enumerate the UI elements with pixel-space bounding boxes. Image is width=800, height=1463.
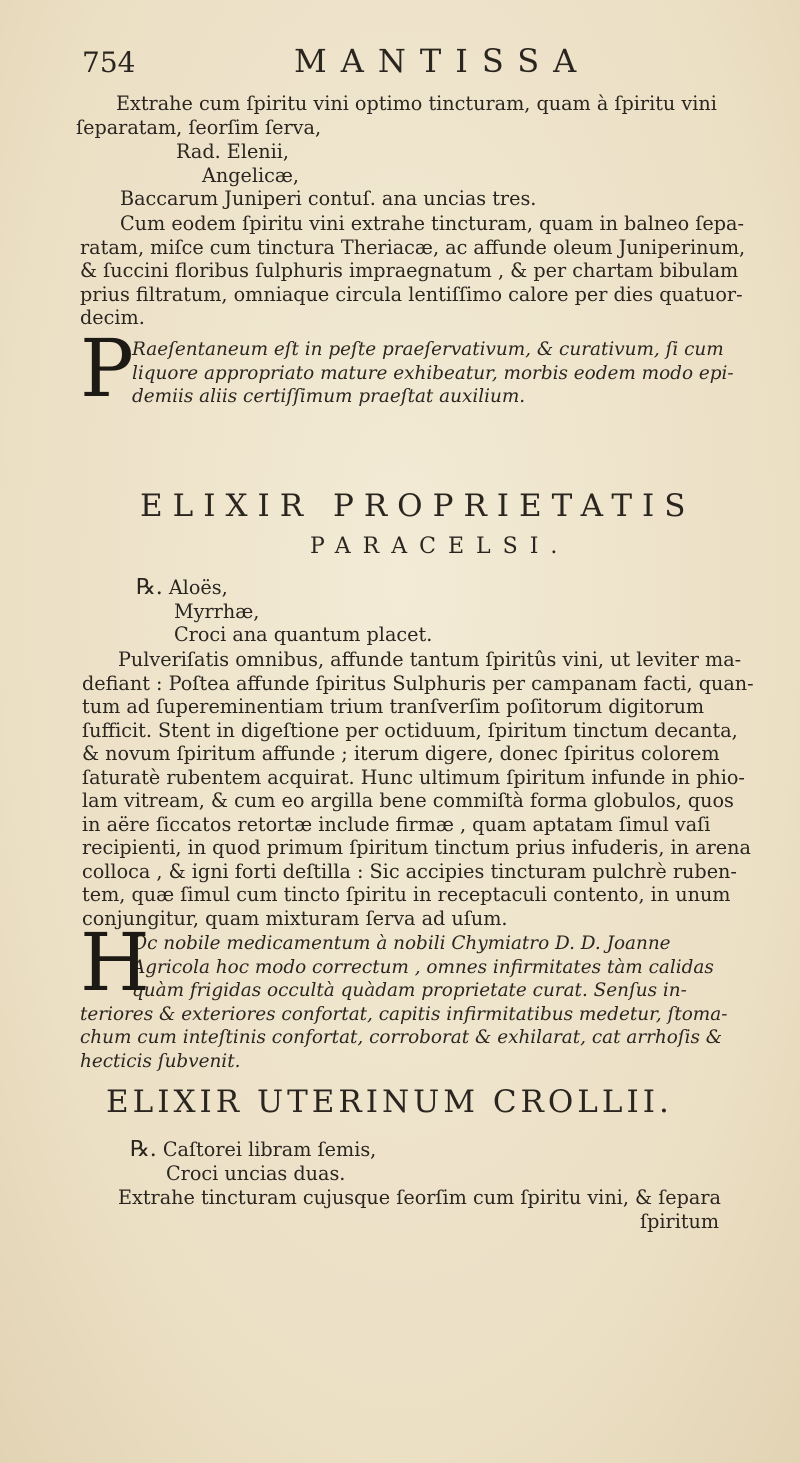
ingredients-list-c: [116, 1138, 776, 1185]
ingredients-list-a: [116, 140, 776, 211]
running-title: MANTISSA: [294, 42, 591, 80]
ingredient-line: Croci uncias duas.: [166, 1161, 346, 1185]
drop-cap: H: [80, 916, 150, 1009]
ingredient-line: Caſtorei libram ſemis,: [162, 1138, 377, 1161]
text-line: colloca , & igni forti deſtilla : Sic accipies tincturam pulchrè ruben-: [82, 859, 737, 883]
text-line: demiis aliis certiſſimum praeſtat auxilium.: [132, 386, 526, 407]
text-line: Agricola hoc modo correctum , omnes infirmitates tàm calidas: [132, 956, 714, 978]
text-line: chum cum inteſtinis confortat, corroborat & exhilarat, cat arrhoſis &: [80, 1027, 723, 1048]
ingredient-line: Myrrhæ,: [174, 599, 260, 623]
text-line: in aëre ſiccatos retortæ include firmæ , quam aptatam ſimul vaſi: [82, 812, 711, 836]
method-paragraph-a: [80, 212, 780, 330]
section-heading: ELIXIR UTERINUM CROLLII.: [106, 1084, 673, 1120]
ingredient-line: Croci ana quantum placet.: [174, 623, 433, 646]
text-line: hecticis ſubvenit.: [80, 1050, 241, 1072]
ingredient-line: Baccarum Juniperi contuſ. ana uncias tres.: [120, 187, 537, 210]
text-line: decim.: [80, 306, 145, 329]
ingredients-list-b: [116, 576, 776, 647]
catchword: ſpiritum: [640, 1210, 720, 1233]
text-line: Cum eodem ſpiritu vini extrahe tincturam, quam in balneo ſepa-: [120, 212, 744, 235]
text-line: ratam, miſce cum tinctura Theriacæ, ac affunde oleum Juniperinum,: [80, 235, 746, 259]
section-heading: ELIXIR PROPRIETATIS: [140, 488, 696, 524]
text-line: Extrahe tincturam cujusque ſeorſim cum ſpiritu vini, & ſepara: [118, 1186, 721, 1209]
page-number: 754: [82, 46, 136, 79]
recipe-symbol: ℞.: [130, 1137, 157, 1162]
text-line: & ſuccini floribus ſulphuris impraegnatum , & per chartam bibulam: [80, 259, 739, 282]
text-line: recipienti, in quod primum ſpiritum tinctum prius infuderis, in arena: [82, 836, 751, 859]
text-line: liquore appropriato mature exhibeatur, morbis eodem modo epi-: [132, 362, 734, 384]
text-line: tum ad ſupereminentiam trium tranſverſim poſitorum digitorum: [82, 695, 705, 718]
ingredient-line: Aloës,: [168, 576, 228, 599]
text-line: Raeſentaneum eſt in peſte praeſervativum, & curativum, ſi cum: [132, 339, 724, 360]
text-line: tem, quæ ſimul cum tincto ſpiritu in receptaculi contento, in unum: [82, 883, 731, 906]
method-paragraph-c: [82, 1186, 782, 1210]
text-line: teriores & exteriores confortat, capitis infirmitatibus medetur, ſtoma-: [80, 1003, 728, 1025]
text-line: quàm frigidas occultà quàdam proprietate curat. Senſus in-: [132, 980, 687, 1001]
text-line: Pulveriſatis omnibus, affunde tantum ſpiritûs vini, ut leviter ma-: [118, 648, 742, 671]
method-paragraph-b: [82, 648, 782, 930]
intro-paragraph: [76, 92, 786, 139]
recipe-symbol: ℞.: [136, 575, 163, 600]
text-line: ſaturatè rubentem acquirat. Hunc ultimum ſpiritum infunde in phio-: [82, 765, 745, 789]
text-line: prius filtratum, omniaque circula lentiſſimo calore per dies quatuor-: [80, 282, 743, 306]
text-line: & novum ſpiritum affunde ; iterum digere, donec ſpiritus colorem: [82, 742, 720, 765]
ingredient-line: Rad. Elenii,: [176, 140, 290, 163]
text-line: lam vitream, & cum eo argilla bene commiſtà forma globulos, quos: [82, 789, 734, 812]
text-line: ſufficit. Stent in digeſtione per octiduum, ſpiritum tinctum decanta,: [82, 718, 738, 742]
section-subheading: PARACELSI.: [310, 534, 570, 559]
note-paragraph-a: [80, 322, 780, 415]
text-line: Oc nobile medicamentum à nobili Chymiatro D. D. Joanne: [132, 933, 671, 954]
running-head: [82, 42, 772, 88]
text-line: conjungitur, quam mixturam ſerva ad uſum.: [82, 906, 508, 930]
text-line: ſeparatam, ſeorſim ſerva,: [76, 115, 322, 139]
ingredient-line: Angelicæ,: [202, 163, 300, 187]
text-line: defiant : Poſtea affunde ſpiritus Sulphuris per campanam facti, quan-: [82, 671, 754, 695]
drop-cap: P: [80, 322, 134, 415]
text-line: Extrahe cum ſpiritu vini optimo tincturam, quam à ſpiritu vini: [116, 92, 717, 115]
